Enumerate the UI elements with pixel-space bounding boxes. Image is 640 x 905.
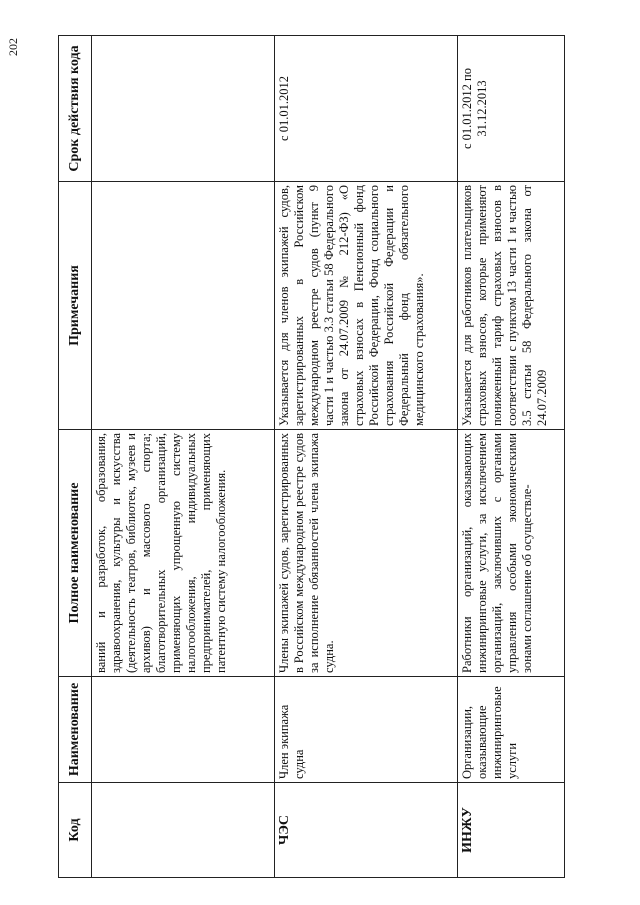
cell-name	[92, 677, 275, 783]
cell-code: ЧЭС	[275, 783, 458, 878]
header-name: Наименование	[59, 677, 92, 783]
cell-full-name	[92, 430, 275, 677]
header-notes: Примечания	[59, 182, 92, 430]
cell-full-name-text: Члены экипажей судов, зарегистрированных в Российском международном реестре судов за исполнение обязанностей члена экипажа судна.	[277, 433, 336, 673]
cell-period: с 01.01.2012	[275, 36, 458, 182]
table-row	[458, 36, 565, 878]
cell-notes	[458, 182, 565, 430]
cell-code	[92, 783, 275, 878]
codes-table	[58, 35, 565, 878]
cell-period	[92, 36, 275, 182]
cell-name: Организации, оказывающие инжиниринговые услуги	[458, 677, 565, 783]
cell-full-name-text: Работники организаций, оказывающих инжиниринговые услуги, за исключением организаций, заключивших с органами управления особыми экономическими зонами соглашение об осуществле-	[460, 433, 534, 673]
header-period: Срок действия кода	[59, 36, 92, 182]
cell-full-name-text: ваний и разработок, образования, здравоохранения, культуры и искусства (деятельность театров, библиотек, музеев и архивов) и массового спорта; благотворительных организаций, применяющих упрощенную систему налогообложения, индивидуальных предпринимателей, применяющих патентную систему налогообложения.	[94, 433, 228, 673]
table-row	[275, 36, 458, 878]
cell-notes	[92, 182, 275, 430]
cell-code: ИНЖУ	[458, 783, 565, 878]
page-number: 202	[6, 38, 20, 56]
cell-full-name	[458, 430, 565, 677]
rotated-table-container	[58, 36, 578, 878]
cell-name: Член экипажа судна	[275, 677, 458, 783]
cell-notes	[275, 182, 458, 430]
cell-full-name	[275, 430, 458, 677]
cell-notes-text: Указывается для членов экипажей судов, зарегистрированных в Российском международном реестре судов (пункт 9 части 1 и частью 3.3 статьи 58 Федерального закона от 24.07.2009 № 212-ФЗ) «О страховых взносах в Пенсионный фонд Российской Федерации, Фонд социального страхования Российской Федерации и Федеральный фонд обязательного медицинского страхования».	[277, 185, 426, 426]
table-header-row	[59, 36, 92, 878]
header-full-name: Полное наименование	[59, 430, 92, 677]
cell-period: с 01.01.2012 по 31.12.2013	[458, 36, 565, 182]
table-row	[92, 36, 275, 878]
header-code: Код	[59, 783, 92, 878]
cell-notes-text: Указывается для работников плательщиков страховых взносов, которые применяют пониженный тариф страховых взносов в соответствии с пунктом 13 части 1 и частью 3.5 статьи 58 Федерального закона от 24.07.2009	[460, 185, 549, 426]
